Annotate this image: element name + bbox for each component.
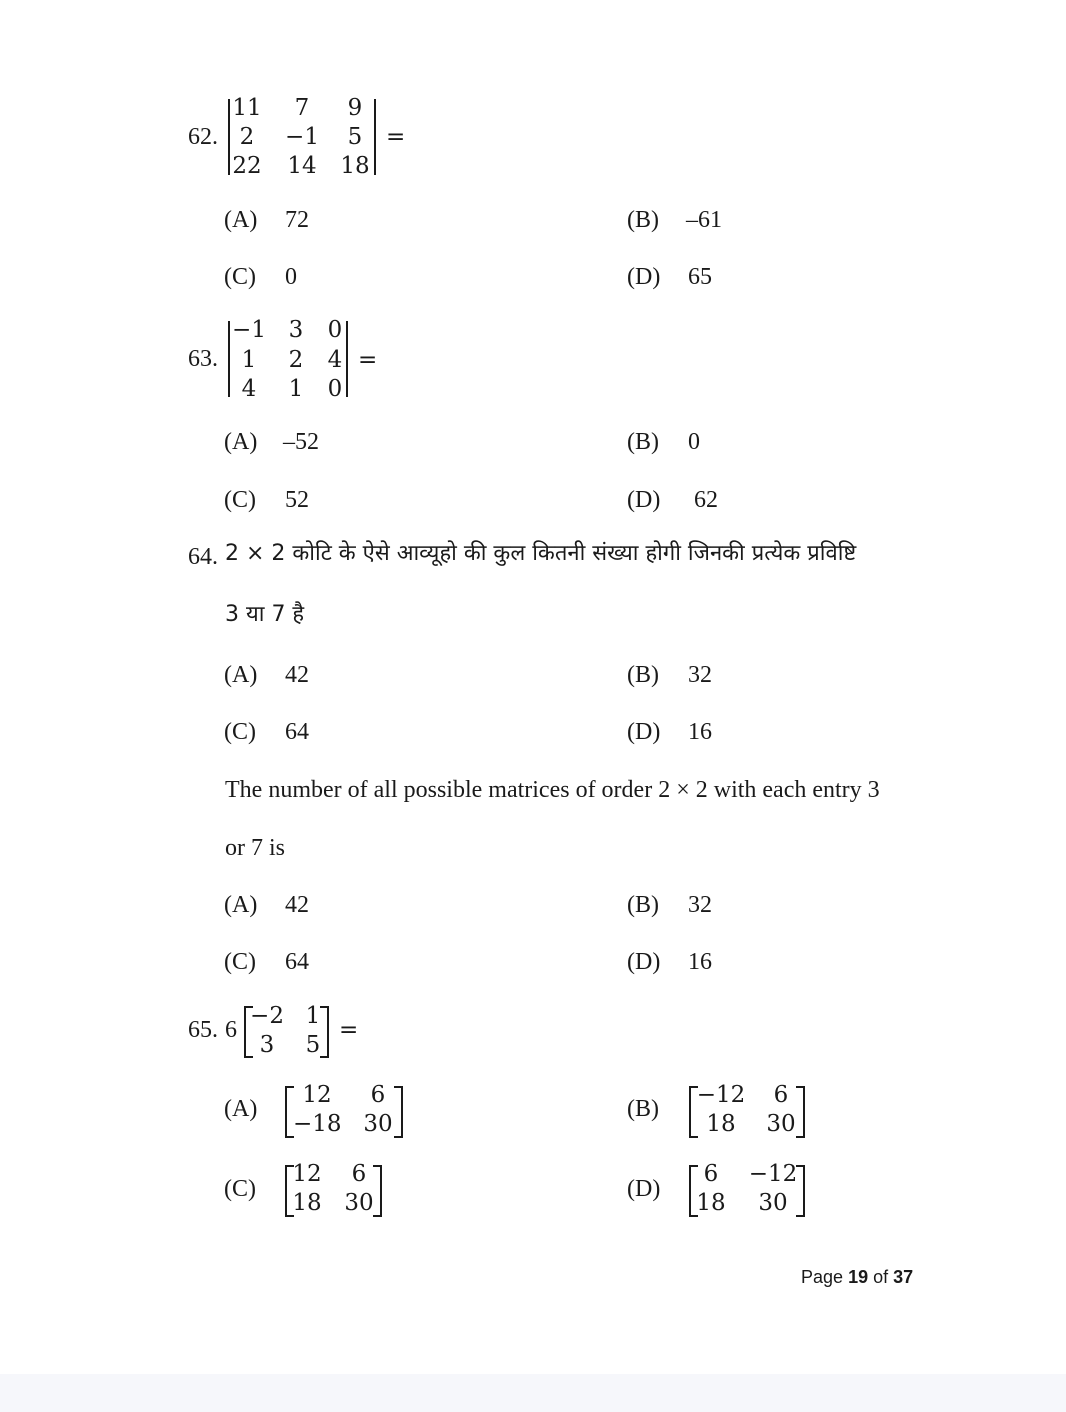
equals-sign: = bbox=[339, 1017, 359, 1043]
matrix-cell: 5 bbox=[347, 124, 363, 150]
option-value: 64 bbox=[285, 719, 309, 745]
option-value: –52 bbox=[283, 429, 319, 455]
equals-sign: = bbox=[358, 347, 378, 373]
question-text-hindi: 2 × 2 कोटि के ऐसे आव्यूहो की कुल कितनी संख्या होगी जिनकी प्रत्येक प्रविष्टि bbox=[225, 541, 857, 566]
option-letter: (C) bbox=[224, 719, 256, 745]
matrix-cell: −2 bbox=[250, 1003, 284, 1029]
matrix-cell: 18 bbox=[706, 1111, 736, 1137]
option-letter: (D) bbox=[627, 1176, 661, 1202]
option-letter: (C) bbox=[224, 487, 256, 513]
matrix-cell: 14 bbox=[287, 153, 317, 179]
matrix-cell: −12 bbox=[696, 1082, 746, 1108]
option-letter: (A) bbox=[224, 662, 258, 688]
matrix-cell: 30 bbox=[363, 1111, 393, 1137]
matrix-cell: 9 bbox=[347, 95, 363, 121]
matrix-cell: −18 bbox=[293, 1111, 342, 1137]
question-number: 63. bbox=[188, 346, 218, 372]
question-text-hindi: 3 या 7 है bbox=[225, 602, 305, 627]
page-number bbox=[801, 1268, 913, 1286]
option-letter: (B) bbox=[627, 662, 659, 688]
option-letter: (A) bbox=[224, 207, 258, 233]
question-number: 64. bbox=[188, 544, 218, 570]
matrix-cell: 7 bbox=[294, 95, 310, 121]
matrix-cell: 4 bbox=[241, 376, 257, 402]
option-letter: (A) bbox=[224, 429, 258, 455]
option-letter: (B) bbox=[627, 892, 659, 918]
matrix-cell: 11 bbox=[232, 95, 262, 121]
option-value: 16 bbox=[688, 719, 712, 745]
question-text-english: The number of all possible matrices of order 2 × 2 with each entry 3 bbox=[225, 777, 880, 803]
option-letter: (D) bbox=[627, 719, 661, 745]
matrix-cell: 2 bbox=[239, 124, 255, 150]
determinant-bar-right bbox=[374, 99, 376, 175]
option-letter: (B) bbox=[627, 429, 659, 455]
matrix-cell: 18 bbox=[292, 1190, 322, 1216]
matrix-cell: 4 bbox=[327, 347, 343, 373]
matrix-cell: 0 bbox=[327, 317, 343, 343]
matrix-cell: 1 bbox=[241, 347, 257, 373]
determinant-bar-left bbox=[228, 99, 230, 175]
question-text-english: or 7 is bbox=[225, 835, 285, 861]
question-number: 65. bbox=[188, 1017, 218, 1043]
option-letter: (D) bbox=[627, 487, 661, 513]
option-letter: (B) bbox=[627, 207, 659, 233]
option-letter: (D) bbox=[627, 949, 661, 975]
option-value: 16 bbox=[688, 949, 712, 975]
matrix-cell: 18 bbox=[340, 153, 370, 179]
matrix-cell: 0 bbox=[327, 376, 343, 402]
option-letter: (B) bbox=[627, 1096, 659, 1122]
bracket-right bbox=[394, 1086, 403, 1138]
option-value: 0 bbox=[688, 429, 700, 455]
question-number: 62. bbox=[188, 124, 218, 150]
option-value: –61 bbox=[686, 207, 722, 233]
option-value: 42 bbox=[285, 892, 309, 918]
matrix-cell: 6 bbox=[703, 1161, 719, 1187]
option-letter: (C) bbox=[224, 1176, 256, 1202]
matrix-cell: 3 bbox=[288, 317, 304, 343]
of-label: of bbox=[873, 1267, 889, 1287]
option-value: 32 bbox=[688, 662, 712, 688]
matrix-cell: 1 bbox=[305, 1003, 321, 1029]
matrix-cell: 5 bbox=[305, 1032, 321, 1058]
option-value: 0 bbox=[285, 264, 297, 290]
matrix-cell: 12 bbox=[292, 1161, 322, 1187]
option-letter: (A) bbox=[224, 892, 258, 918]
option-value: 62 bbox=[694, 487, 718, 513]
option-value: 42 bbox=[285, 662, 309, 688]
option-value: 64 bbox=[285, 949, 309, 975]
matrix-cell: 22 bbox=[232, 153, 262, 179]
option-value: 52 bbox=[285, 487, 309, 513]
option-letter: (C) bbox=[224, 949, 256, 975]
determinant-bar-right bbox=[346, 321, 348, 397]
matrix-cell: −1 bbox=[285, 124, 319, 150]
matrix-cell: 30 bbox=[344, 1190, 374, 1216]
page-label: Page bbox=[801, 1267, 844, 1287]
scalar: 6 bbox=[225, 1017, 237, 1043]
matrix-cell: 30 bbox=[766, 1111, 796, 1137]
page-bottom-band bbox=[0, 1374, 1066, 1412]
option-letter: (A) bbox=[224, 1096, 258, 1122]
equals-sign: = bbox=[386, 124, 406, 150]
matrix-cell: −1 bbox=[232, 317, 266, 343]
matrix-cell: −12 bbox=[748, 1161, 798, 1187]
matrix-cell: 1 bbox=[288, 376, 304, 402]
determinant-bar-left bbox=[228, 321, 230, 397]
matrix-cell: 3 bbox=[259, 1032, 275, 1058]
matrix-cell: 6 bbox=[351, 1161, 367, 1187]
matrix-cell: 6 bbox=[773, 1082, 789, 1108]
matrix-cell: 12 bbox=[302, 1082, 332, 1108]
matrix-cell: 2 bbox=[288, 347, 304, 373]
total-pages: 37 bbox=[893, 1267, 914, 1287]
option-letter: (D) bbox=[627, 264, 661, 290]
option-letter: (C) bbox=[224, 264, 256, 290]
current-page: 19 bbox=[848, 1267, 869, 1287]
matrix-cell: 30 bbox=[758, 1190, 788, 1216]
option-value: 32 bbox=[688, 892, 712, 918]
matrix-cell: 18 bbox=[696, 1190, 726, 1216]
option-value: 65 bbox=[688, 264, 712, 290]
option-value: 72 bbox=[285, 207, 309, 233]
matrix-cell: 6 bbox=[370, 1082, 386, 1108]
